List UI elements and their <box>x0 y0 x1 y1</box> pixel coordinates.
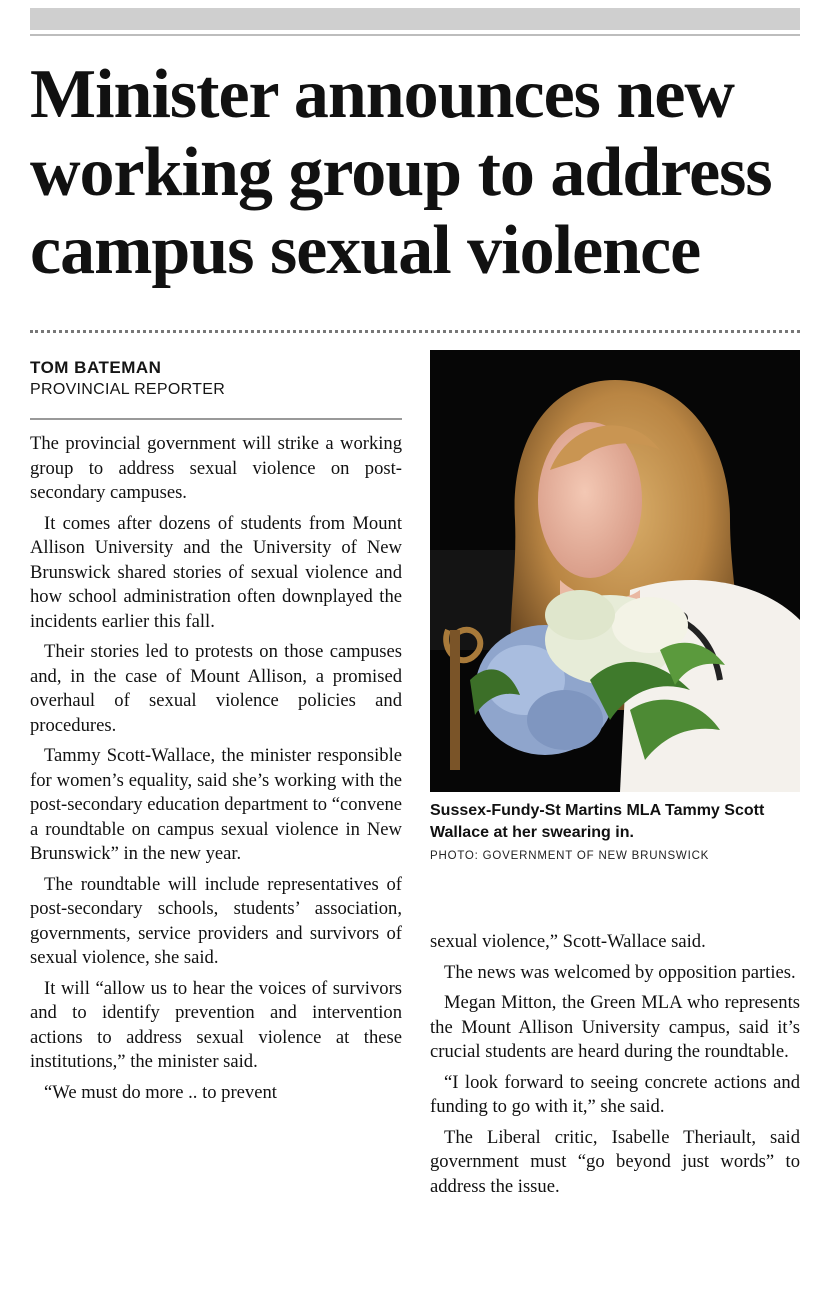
headline-line-3: campus sexual violence <box>30 212 701 289</box>
paragraph: It comes after dozens of students from Mount Allison University and the University of New Brunswick shared stories of sexual violence and how school administration often downplayed the incidents earlier this fall. <box>30 512 402 632</box>
byline <box>30 357 402 401</box>
paragraph: Megan Mitton, the Green MLA who represents the Mount Allison University campus, said it’s crucial students are heard during the roundtable. <box>430 992 800 1062</box>
article-column-left <box>30 432 402 1111</box>
paragraph: “We must do more .. to prevent <box>44 1081 277 1103</box>
dotted-divider <box>30 330 800 333</box>
byline-rule <box>30 418 402 420</box>
top-banner-bar <box>30 8 800 30</box>
headline-line-1: Minister announces new <box>30 56 734 133</box>
paragraph: The Liberal critic, Isabelle Theriault, said government must “go beyond just words” to address the issue. <box>430 1126 800 1197</box>
byline-role: PROVINCIAL REPORTER <box>30 381 226 398</box>
photo-illustration <box>430 350 800 792</box>
paragraph: The news was welcomed by opposition parties. <box>444 961 796 983</box>
paragraph: Their stories led to protests on those campuses and, in the case of Mount Allison, a promised overhaul of sexual violence policies and procedures. <box>30 641 402 736</box>
paragraph: It will “allow us to hear the voices of survivors and to identify prevention and intervention actions to address sexual violence at these institutions,” the minister said. <box>30 977 402 1072</box>
headline <box>30 56 810 290</box>
paragraph: The provincial government will strike a working group to address sexual violence on post-secondary campuses. <box>30 433 402 503</box>
byline-name: TOM BATEMAN <box>30 358 162 377</box>
paragraph: The roundtable will include representatives of post-secondary schools, students’ association, governments, service providers and survivors of sexual violence, she said. <box>30 873 402 968</box>
paragraph: “I look forward to seeing concrete actions and funding to go with it,” she said. <box>430 1071 800 1117</box>
paragraph: sexual violence,” Scott-Wallace said. <box>430 931 706 952</box>
paragraph: Tammy Scott-Wallace, the minister responsible for women’s equality, said she’s working with the post-secondary education department to “convene a roundtable on campus sexual violence in New Brunswick” in the new year. <box>30 745 402 864</box>
photo-caption <box>430 800 800 862</box>
photo-credit: PHOTO: GOVERNMENT OF NEW BRUNSWICK <box>430 850 710 862</box>
headline-line-2: working group to address <box>30 134 772 211</box>
top-rule <box>30 34 800 36</box>
caption-text: Sussex-Fundy-St Martins MLA Tammy Scott Wallace at her swearing in. <box>430 802 765 841</box>
article-column-right <box>430 930 800 1205</box>
article-photo <box>430 350 800 792</box>
